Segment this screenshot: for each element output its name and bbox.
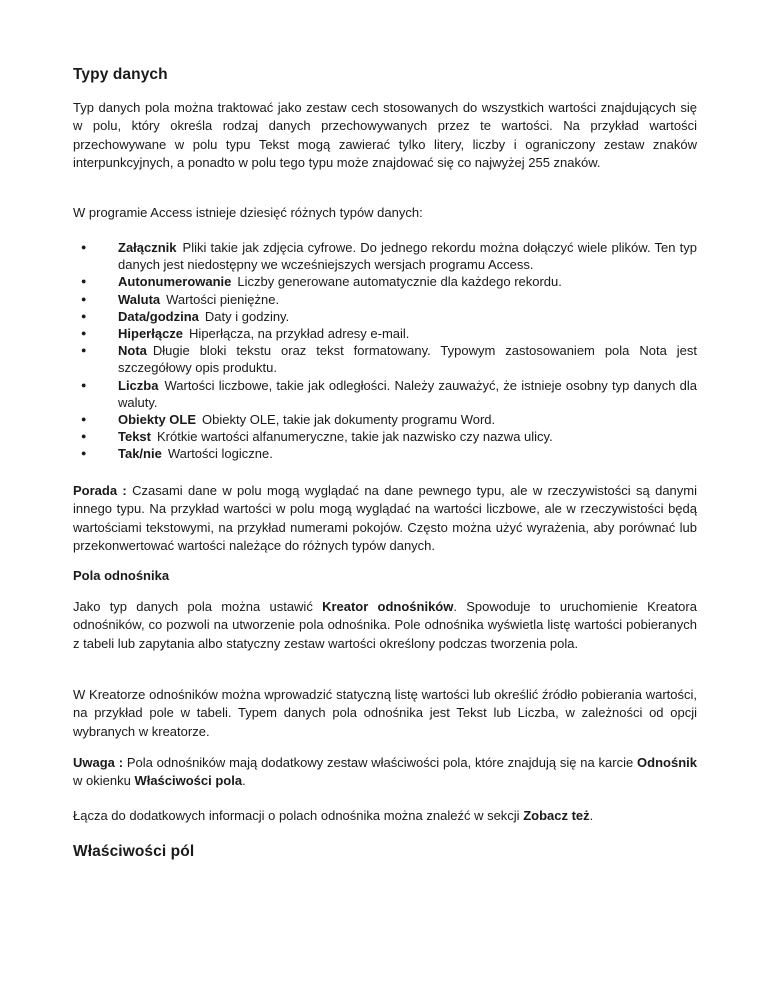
list-item bbox=[73, 291, 697, 308]
type-term: Tekst bbox=[118, 429, 151, 445]
type-term: Hiperłącze bbox=[118, 326, 184, 342]
type-desc: Daty i godziny. bbox=[204, 308, 290, 324]
type-term: Obiekty OLE bbox=[118, 412, 197, 428]
bullet-icon: ● bbox=[81, 276, 87, 287]
list-item bbox=[73, 377, 697, 411]
bullet-icon: ● bbox=[81, 310, 87, 321]
type-desc: Liczby generowane automatycznie dla każdego rekordu. bbox=[237, 274, 562, 290]
list-item bbox=[73, 239, 697, 273]
note-text-middle: w okienku bbox=[73, 773, 131, 789]
tip-text: Czasami dane w polu mogą wyglądać na dane pewnego typu, ale w rzeczywistości są danymi innego typu. Na przykład wartości w polu mogą wyglądać na wartości liczbowe, ale w rzeczywistości będą wartościami tekstowymi, na przykład numerami pokojów. Często można użyć wyrażenia, aby porównać lub przekonwertować wartości należące do różnych typów danych. bbox=[73, 483, 697, 553]
tip-label: Porada : bbox=[73, 483, 127, 498]
note-text: Pola odnośników mają dodatkowy zestaw właściwości pola, które znajdują się na karcie bbox=[126, 755, 634, 770]
data-types-list bbox=[73, 239, 697, 463]
lookup-paragraph-2: W Kreatorze odnośników można wprowadzić statyczną listę wartości lub określić źródło pobierania wartości, na przykład pole w tabeli. Typem danych pola odnośnika jest Tekst lub Liczba, w zależności od opcji wybranych w kreatorze. bbox=[73, 687, 697, 739]
links-text: Łącza do dodatkowych informacji o polach odnośnika można znaleźć w sekcji bbox=[73, 808, 520, 823]
type-desc: Długie bloki tekstu oraz tekst formatowany. Typowym zastosowaniem pola Nota jest szczegółowy opis produktu. bbox=[118, 343, 697, 376]
lookup-paragraph-1 bbox=[73, 598, 697, 653]
type-desc: Hiperłącza, na przykład adresy e-mail. bbox=[189, 326, 410, 342]
type-desc: Pliki takie jak zdjęcia cyfrowe. Do jednego rekordu można dołączyć wiele plików. Ten typ danych jest niedostępny we wcześniejszych wersjach programu Access. bbox=[118, 240, 697, 273]
list-item bbox=[73, 411, 697, 428]
type-desc: Krótkie wartości alfanumeryczne, takie jak nazwisko czy nazwa ulicy. bbox=[157, 429, 553, 445]
type-term: Data/godzina bbox=[118, 308, 199, 324]
lookup-wizard-term: Kreator odnośników bbox=[322, 599, 454, 614]
bullet-icon: ● bbox=[81, 448, 87, 459]
type-term: Waluta bbox=[118, 291, 161, 307]
type-term: Autonumerowanie bbox=[118, 274, 232, 290]
heading-data-types: Typy danych bbox=[73, 66, 168, 83]
heading-lookup-fields: Pola odnośnika bbox=[73, 568, 170, 583]
lookup-p1-text: Jako typ danych pola można ustawić bbox=[73, 599, 313, 614]
lookup-p1-text-after: . Spowoduje to uruchomienie Kreatora odnośników, co pozwoli na utworzenie pola odnośnika. Pole odnośnika wyświetla listę wartości pobieranych z tabeli lub zapytania albo statyczny zestaw wartości określony podczas tworzenia pola. bbox=[73, 599, 697, 651]
links-paragraph bbox=[73, 807, 697, 825]
list-item bbox=[73, 325, 697, 342]
list-item bbox=[73, 308, 697, 325]
note-paragraph bbox=[73, 754, 697, 791]
intro-paragraph: Typ danych pola można traktować jako zestaw cech stosowanych do wszystkich wartości znajdujących się w polu, który określa rodzaj danych przechowywanych przez te wartości. Na przykład wartości przechowywane w polu typu Tekst mogą zawierać tylko litery, liczby i ograniczony zestaw znaków interpunkcyjnych, a ponadto w polu tego typu może znajdować się co najwyżej 255 znaków. bbox=[73, 100, 697, 170]
tip-paragraph bbox=[73, 482, 697, 555]
type-term: Tak/nie bbox=[118, 446, 162, 462]
bullet-icon: ● bbox=[81, 431, 87, 442]
see-also-term: Zobacz też bbox=[523, 808, 590, 823]
links-text-after: . bbox=[589, 808, 594, 823]
type-desc: Wartości pieniężne. bbox=[166, 291, 280, 307]
list-intro: W programie Access istnieje dziesięć różnych typów danych: bbox=[73, 205, 423, 220]
note-label: Uwaga : bbox=[73, 755, 124, 770]
field-properties-term: Właściwości pola bbox=[134, 773, 243, 789]
type-desc: Wartości logiczne. bbox=[167, 446, 273, 462]
heading-field-properties: Właściwości pól bbox=[73, 843, 195, 860]
bullet-icon: ● bbox=[81, 379, 87, 390]
lookup-tab-term: Odnośnik bbox=[637, 755, 697, 770]
bullet-icon: ● bbox=[81, 328, 87, 339]
list-item bbox=[73, 445, 697, 462]
type-term: Załącznik bbox=[118, 240, 177, 255]
list-item bbox=[73, 273, 697, 290]
list-item bbox=[73, 428, 697, 445]
note-text-after: . bbox=[242, 773, 246, 789]
bullet-icon: ● bbox=[81, 414, 87, 425]
bullet-icon: ● bbox=[81, 293, 87, 304]
list-item bbox=[73, 342, 697, 376]
bullet-icon: ● bbox=[81, 242, 87, 252]
type-term: Nota bbox=[118, 343, 147, 359]
type-desc: Obiekty OLE, takie jak dokumenty programu Word. bbox=[202, 412, 496, 428]
type-desc: Wartości liczbowe, takie jak odległości. Należy zauważyć, że istnieje osobny typ danych dla waluty. bbox=[118, 377, 697, 410]
bullet-icon: ● bbox=[81, 345, 87, 356]
type-term: Liczba bbox=[118, 377, 159, 393]
